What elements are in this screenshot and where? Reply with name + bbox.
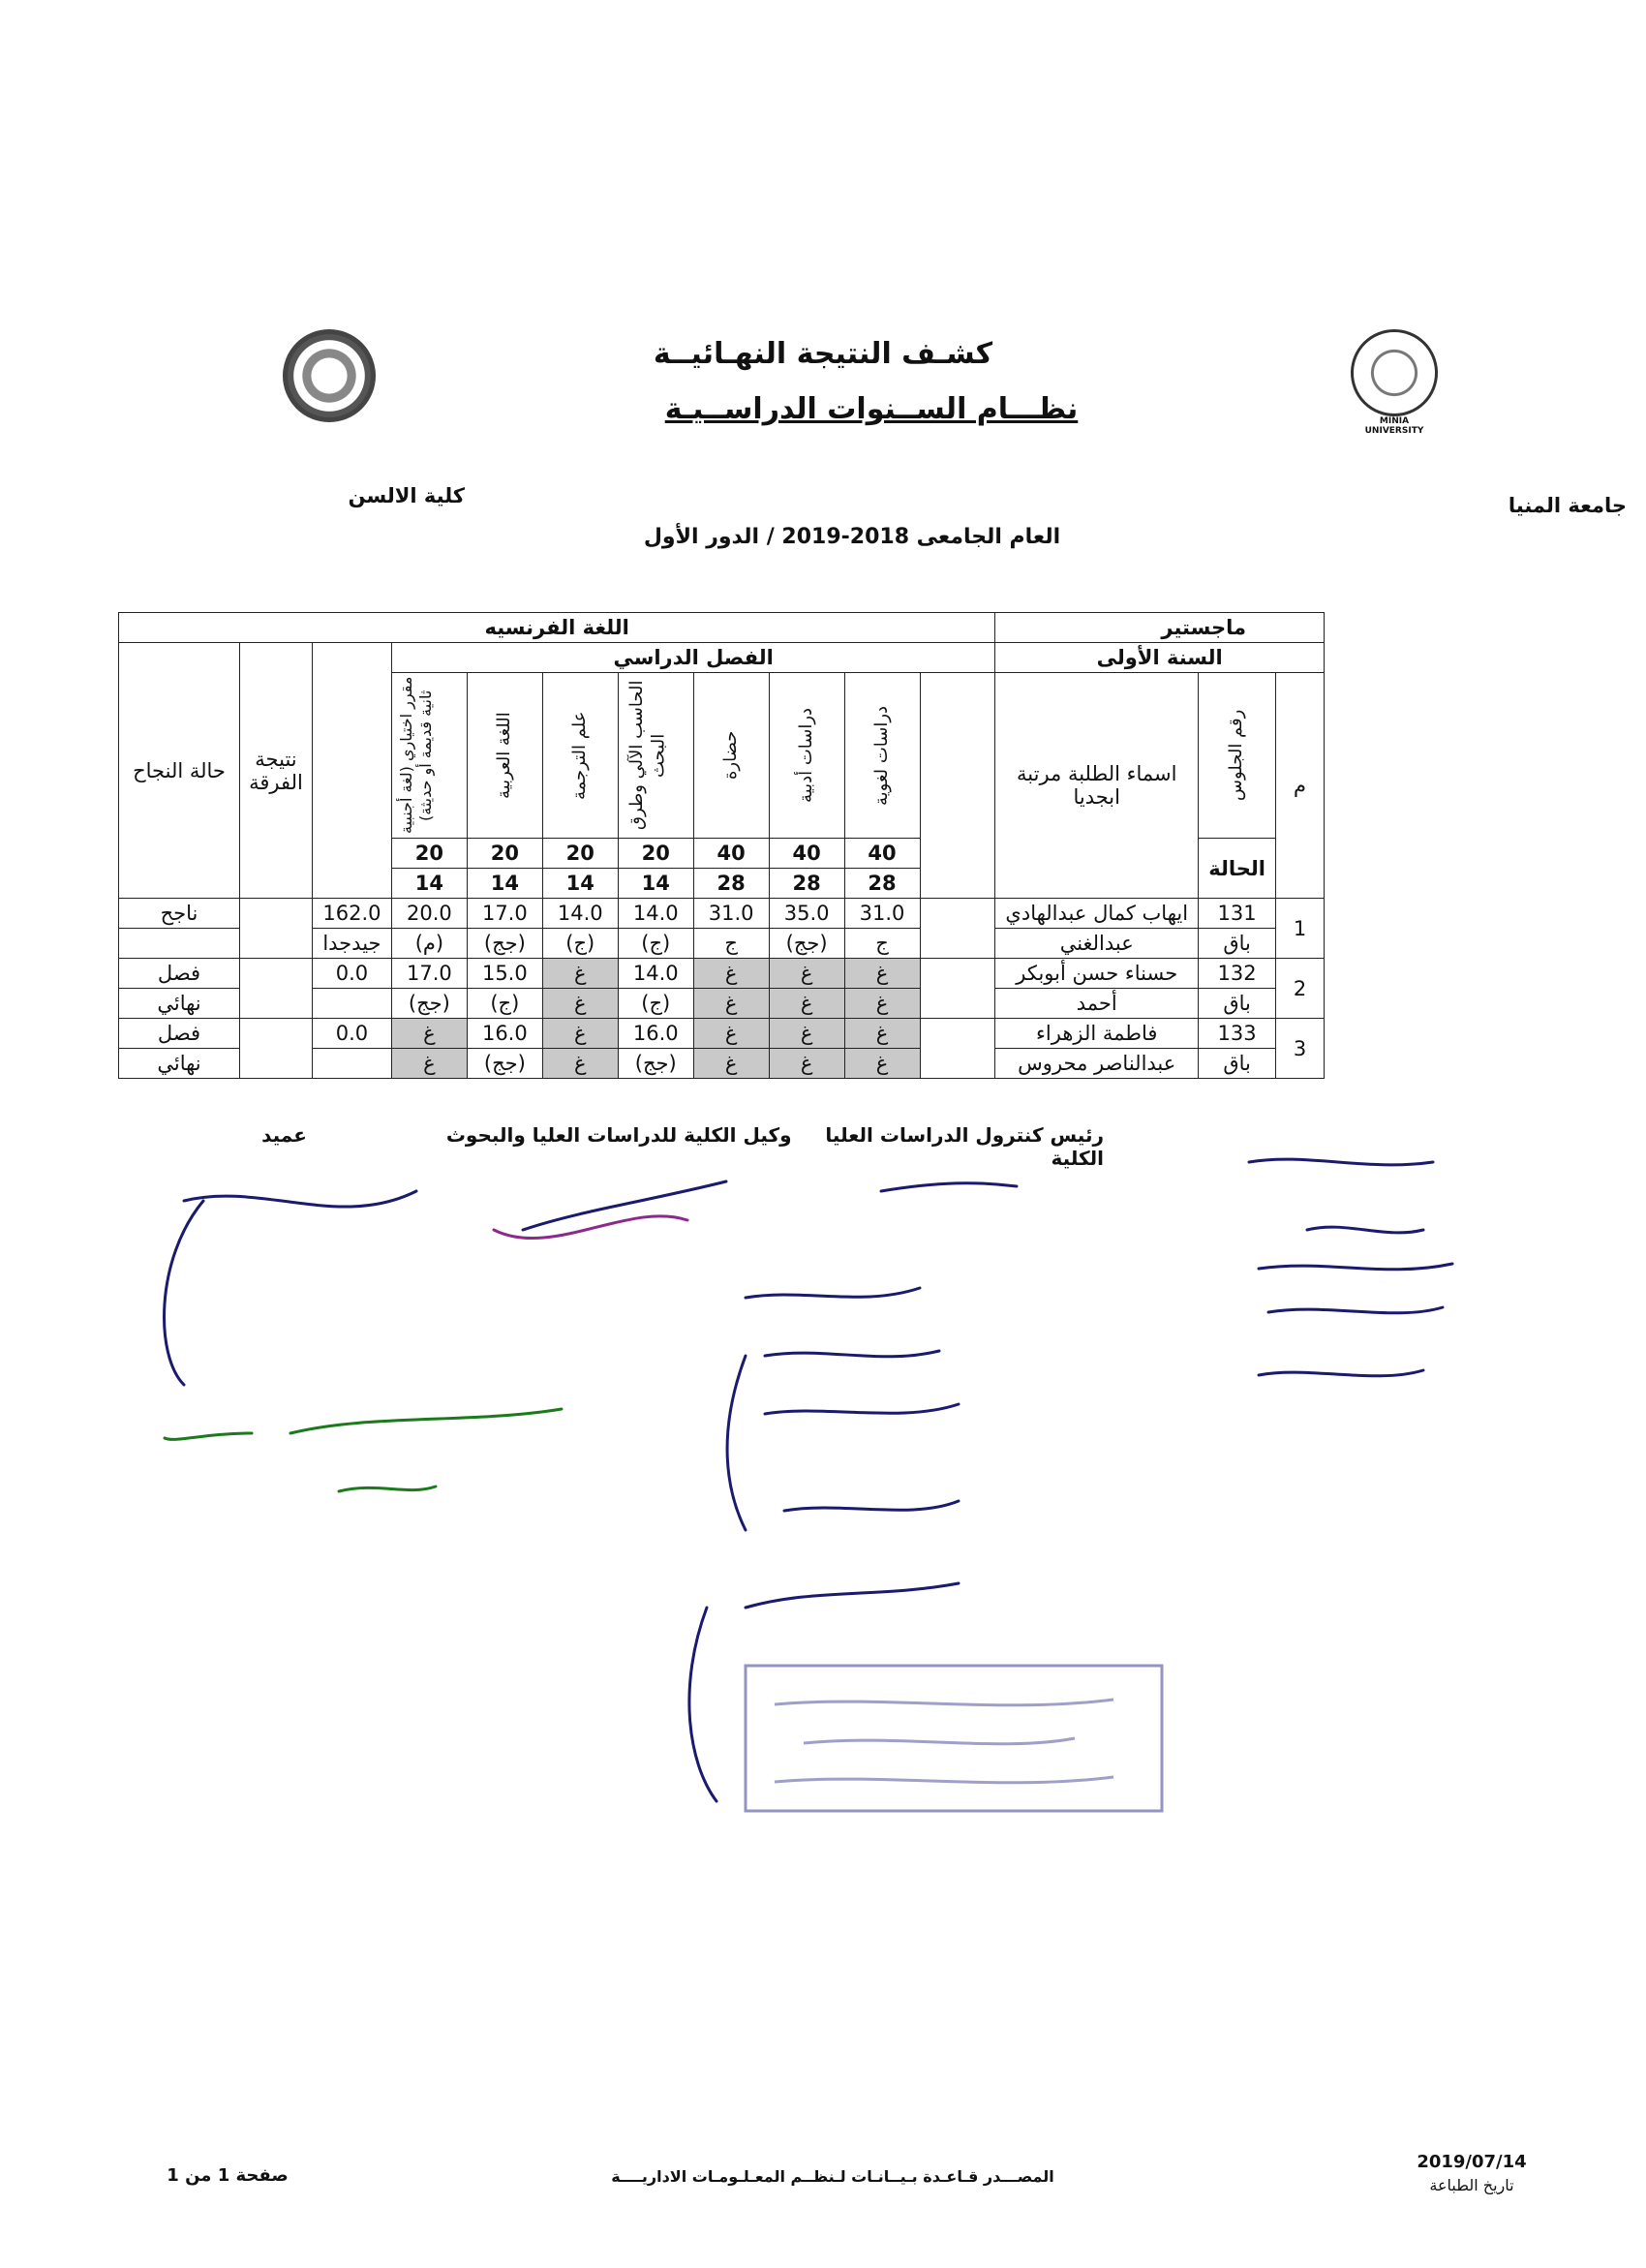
blank-cell [240, 959, 313, 1019]
subject-name: حضارة [719, 730, 741, 781]
subject-name: دراسات لغوية [870, 705, 892, 806]
blank-cell [920, 959, 995, 1019]
blank-column [312, 643, 391, 899]
grade-cell: غ [769, 1049, 844, 1079]
blank-cell [240, 1019, 313, 1079]
dean-label: عميد الكلية [261, 1123, 1104, 1170]
mark-cell: غ [391, 1019, 467, 1049]
university-logo [1351, 329, 1438, 436]
subject-min: 14 [467, 869, 542, 899]
grade-cell: ج [693, 929, 769, 959]
mark-cell: 31.0 [844, 899, 920, 929]
document-subtitle: نظـــام الســنوات الدراســيـة [664, 392, 1079, 426]
subject-name: الحاسب الآلي وطرق البحث [626, 680, 669, 831]
subject-max: 20 [542, 839, 618, 869]
pass-status: نهائي [119, 1049, 240, 1079]
mark-cell: 17.0 [391, 959, 467, 989]
mark-cell: 20.0 [391, 899, 467, 929]
subject-name: مقرر اختياري (لغة أجنبية ثانية قديمة أو حديثة) [397, 676, 436, 835]
total-cell: 162.0 [312, 899, 391, 929]
student-name: عبدالناصر محروس [995, 1049, 1199, 1079]
degree-label: ماجستير [995, 613, 1325, 643]
grade-cell: غ [693, 1049, 769, 1079]
blank-cell [920, 899, 995, 959]
subject-min: 28 [769, 869, 844, 899]
blank-cell [240, 899, 313, 959]
total-cell: 0.0 [312, 959, 391, 989]
header-seat-text: رقم الجلوس [1226, 709, 1247, 802]
subject-max: 40 [844, 839, 920, 869]
mark-cell: غ [769, 1019, 844, 1049]
mark-cell: 15.0 [467, 959, 542, 989]
row-number: 1 [1276, 899, 1325, 959]
student-status: باق [1199, 929, 1276, 959]
pass-status: نهائي [119, 989, 240, 1019]
mark-cell: غ [693, 1019, 769, 1049]
grade-cell: غ [391, 1049, 467, 1079]
subject-header [618, 673, 693, 839]
student-name: أحمد [995, 989, 1199, 1019]
vice-dean-label: وكيل الكلية للدراسات العليا والبحوث [445, 1123, 792, 1147]
grade-cell: غ [542, 989, 618, 1019]
grade-cell: (ج) [618, 929, 693, 959]
mark-cell: 14.0 [542, 899, 618, 929]
mark-cell: 16.0 [618, 1019, 693, 1049]
mark-cell: 31.0 [693, 899, 769, 929]
mark-cell: 14.0 [618, 899, 693, 929]
subject-header [467, 673, 542, 839]
total-grade: جيدجدا [312, 929, 391, 959]
subject-name: دراسات أدبية [795, 707, 816, 804]
mark-cell: غ [542, 1019, 618, 1049]
grade-cell: (جج) [467, 1049, 542, 1079]
total-cell: 0.0 [312, 1019, 391, 1049]
grade-cell: (جج) [467, 929, 542, 959]
language-label: اللغة الفرنسيه [119, 613, 995, 643]
header-status: الحالة [1199, 839, 1276, 899]
document-title: كشـف النتيجة النهـائيــة [653, 337, 993, 371]
mark-cell: غ [769, 959, 844, 989]
subject-blank-column [920, 673, 995, 899]
mark-cell: غ [542, 959, 618, 989]
pass-status [119, 929, 240, 959]
student-name: فاطمة الزهراء [995, 1019, 1199, 1049]
mark-cell: غ [844, 959, 920, 989]
handwritten-signatures [145, 1143, 1549, 1859]
subject-header [542, 673, 618, 839]
subject-header [391, 673, 467, 839]
header-student-names: اسماء الطلبة مرتبة ابجديا [995, 673, 1199, 899]
control-head-label: رئيس كنترول الدراسات العليا [825, 1123, 1104, 1147]
student-name: حسناء حسن أبوبكر [995, 959, 1199, 989]
subject-max: 40 [769, 839, 844, 869]
student-name: ايهاب كمال عبدالهادي [995, 899, 1199, 929]
grade-cell: ج [844, 929, 920, 959]
header-m: م [1276, 673, 1325, 899]
mark-cell: 35.0 [769, 899, 844, 929]
logo-caption: MINIA UNIVERSITY [1364, 416, 1424, 436]
grade-cell: غ [769, 989, 844, 1019]
subject-max: 20 [618, 839, 693, 869]
faculty-logo [283, 329, 376, 422]
student-status: باق [1199, 1049, 1276, 1079]
row-number: 2 [1276, 959, 1325, 1019]
subject-header [693, 673, 769, 839]
grade-cell: (جج) [618, 1049, 693, 1079]
header-result: نتيجة الفرقة [240, 643, 313, 899]
subject-min: 14 [618, 869, 693, 899]
mark-cell: 16.0 [467, 1019, 542, 1049]
mark-cell: 17.0 [467, 899, 542, 929]
subject-min: 14 [391, 869, 467, 899]
grade-cell: غ [693, 989, 769, 1019]
grade-cell: (م) [391, 929, 467, 959]
subject-header [844, 673, 920, 839]
mark-cell: غ [693, 959, 769, 989]
subject-max: 40 [693, 839, 769, 869]
header-seat-number [1199, 673, 1276, 839]
grade-cell: (جج) [769, 929, 844, 959]
print-date: 2019/07/14 [1417, 2152, 1527, 2172]
seat-number: 131 [1199, 899, 1276, 929]
mark-cell: غ [844, 1019, 920, 1049]
row-number: 3 [1276, 1019, 1325, 1079]
source-note: المصـــدر قـاعـدة بـيــانـات لـنظــم المعـلـومـات الاداريــــة [611, 2167, 1054, 2186]
grade-cell: (ج) [618, 989, 693, 1019]
student-status: باق [1199, 989, 1276, 1019]
print-date-label: تاريخ الطباعة [1429, 2176, 1514, 2194]
total-grade [312, 989, 391, 1019]
subject-min: 28 [844, 869, 920, 899]
grade-cell: (جج) [391, 989, 467, 1019]
student-name: عبدالغني [995, 929, 1199, 959]
total-grade [312, 1049, 391, 1079]
page-number: صفحة 1 من 1 [167, 2165, 289, 2186]
grade-cell: غ [844, 1049, 920, 1079]
subject-min: 14 [542, 869, 618, 899]
subject-min: 28 [693, 869, 769, 899]
faculty-name: كلية الالسن [348, 484, 465, 507]
subject-max: 20 [467, 839, 542, 869]
header-pass-status: حالة النجاح [119, 643, 240, 899]
year-level-label: السنة الأولى [995, 643, 1325, 673]
pass-status: ناجح [119, 899, 240, 929]
subject-name: اللغة العربية [494, 712, 515, 799]
subject-header [769, 673, 844, 839]
grade-cell: غ [542, 1049, 618, 1079]
academic-year: العام الجامعى 2018-2019 / الدور الأول [643, 525, 1061, 549]
pass-status: فصل [119, 959, 240, 989]
seat-number: 132 [1199, 959, 1276, 989]
blank-cell [920, 1019, 995, 1079]
university-name: جامعة المنيا [1508, 494, 1627, 517]
semester-label: الفصل الدراسي [391, 643, 994, 673]
seat-number: 133 [1199, 1019, 1276, 1049]
university-seal-icon [1351, 329, 1438, 416]
subject-name: علم الترجمة [569, 711, 591, 800]
mark-cell: 14.0 [618, 959, 693, 989]
grade-cell: (ج) [542, 929, 618, 959]
results-table [118, 612, 1325, 1079]
grade-cell: غ [844, 989, 920, 1019]
subject-max: 20 [391, 839, 467, 869]
grade-cell: (ج) [467, 989, 542, 1019]
pass-status: فصل [119, 1019, 240, 1049]
